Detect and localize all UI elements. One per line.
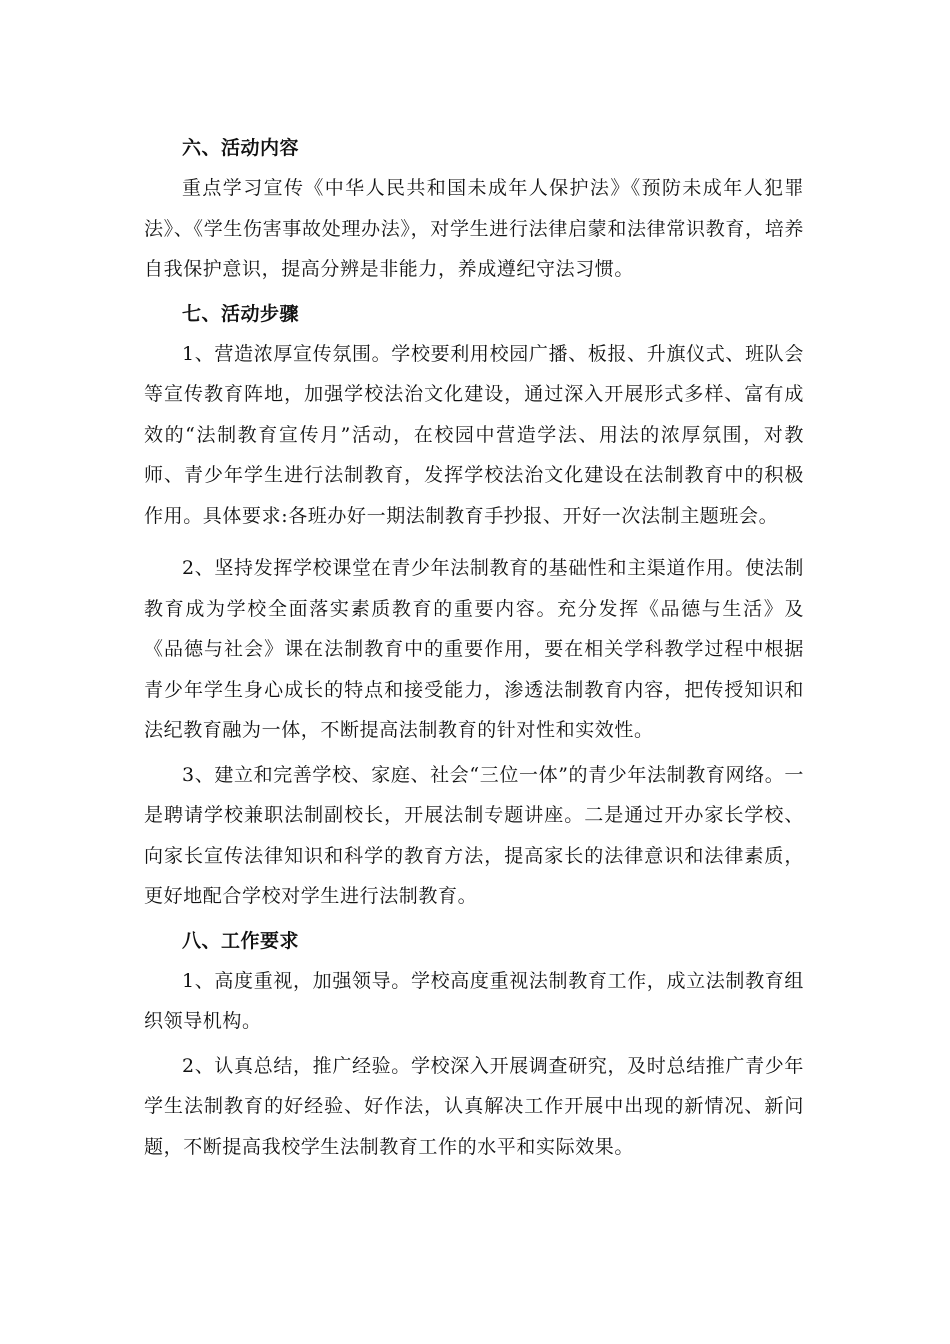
- paragraph-requirement-1: 1、高度重视，加强领导。学校高度重视法制教育工作，成立法制教育组织领导机构。: [144, 969, 804, 1032]
- section-heading-activity-content: 六、活动内容: [182, 137, 300, 159]
- paragraph-requirement-2: 2、认真总结，推广经验。学校深入开展调查研究，及时总结推广青少年学生法制教育的好经验、好作法，认真解决工作开展中出现的新情况、新问题，不断提高我校学生法制教育工作的水平和实际效果。: [144, 1054, 804, 1158]
- document-body: [144, 128, 804, 1167]
- paragraph-step-2: 2、坚持发挥学校课堂在青少年法制教育的基础性和主渠道作用。使法制教育成为学校全面落实素质教育的重要内容。充分发挥《品德与生活》及《品德与社会》课在法制教育中的重要作用，要在相关学科教学过程中根据青少年学生身心成长的特点和接受能力，渗透法制教育内容，把传授知识和法纪教育融为一体，不断提高法制教育的针对性和实效性。: [144, 557, 804, 741]
- section-heading-work-requirements: 八、工作要求: [182, 929, 300, 952]
- paragraph-step-1: 1、营造浓厚宣传氛围。学校要利用校园广播、板报、升旗仪式、班队会等宣传教育阵地，加强学校法治文化建设，通过深入开展形式多样、富有成效的“法制教育宣传月”活动，在校园中营造学法、用法的浓厚氛围，对教师、青少年学生进行法制教育，发挥学校法治文化建设在法制教育中的积极作用。具体要求:各班办好一期法制教育手抄报、开好一次法制主题班会。: [144, 342, 804, 527]
- section-heading-activity-steps: 七、活动步骤: [182, 302, 300, 325]
- paragraph-step-3: 3、建立和完善学校、家庭、社会“三位一体”的青少年法制教育网络。一是聘请学校兼职法制副校长，开展法制专题讲座。二是通过开办家长学校、向家长宣传法律知识和科学的教育方法，提高家长的法律意识和法律素质，更好地配合学校对学生进行法制教育。: [144, 763, 804, 907]
- spacer: [144, 536, 804, 548]
- paragraph-activity-content: 重点学习宣传《中华人民共和国未成年人保护法》《预防未成年人犯罪法》、《学生伤害事故处理办法》，对学生进行法律启蒙和法律常识教育，培养自我保护意识，提高分辨是非能力，养成遵纪守法习惯。: [144, 177, 804, 280]
